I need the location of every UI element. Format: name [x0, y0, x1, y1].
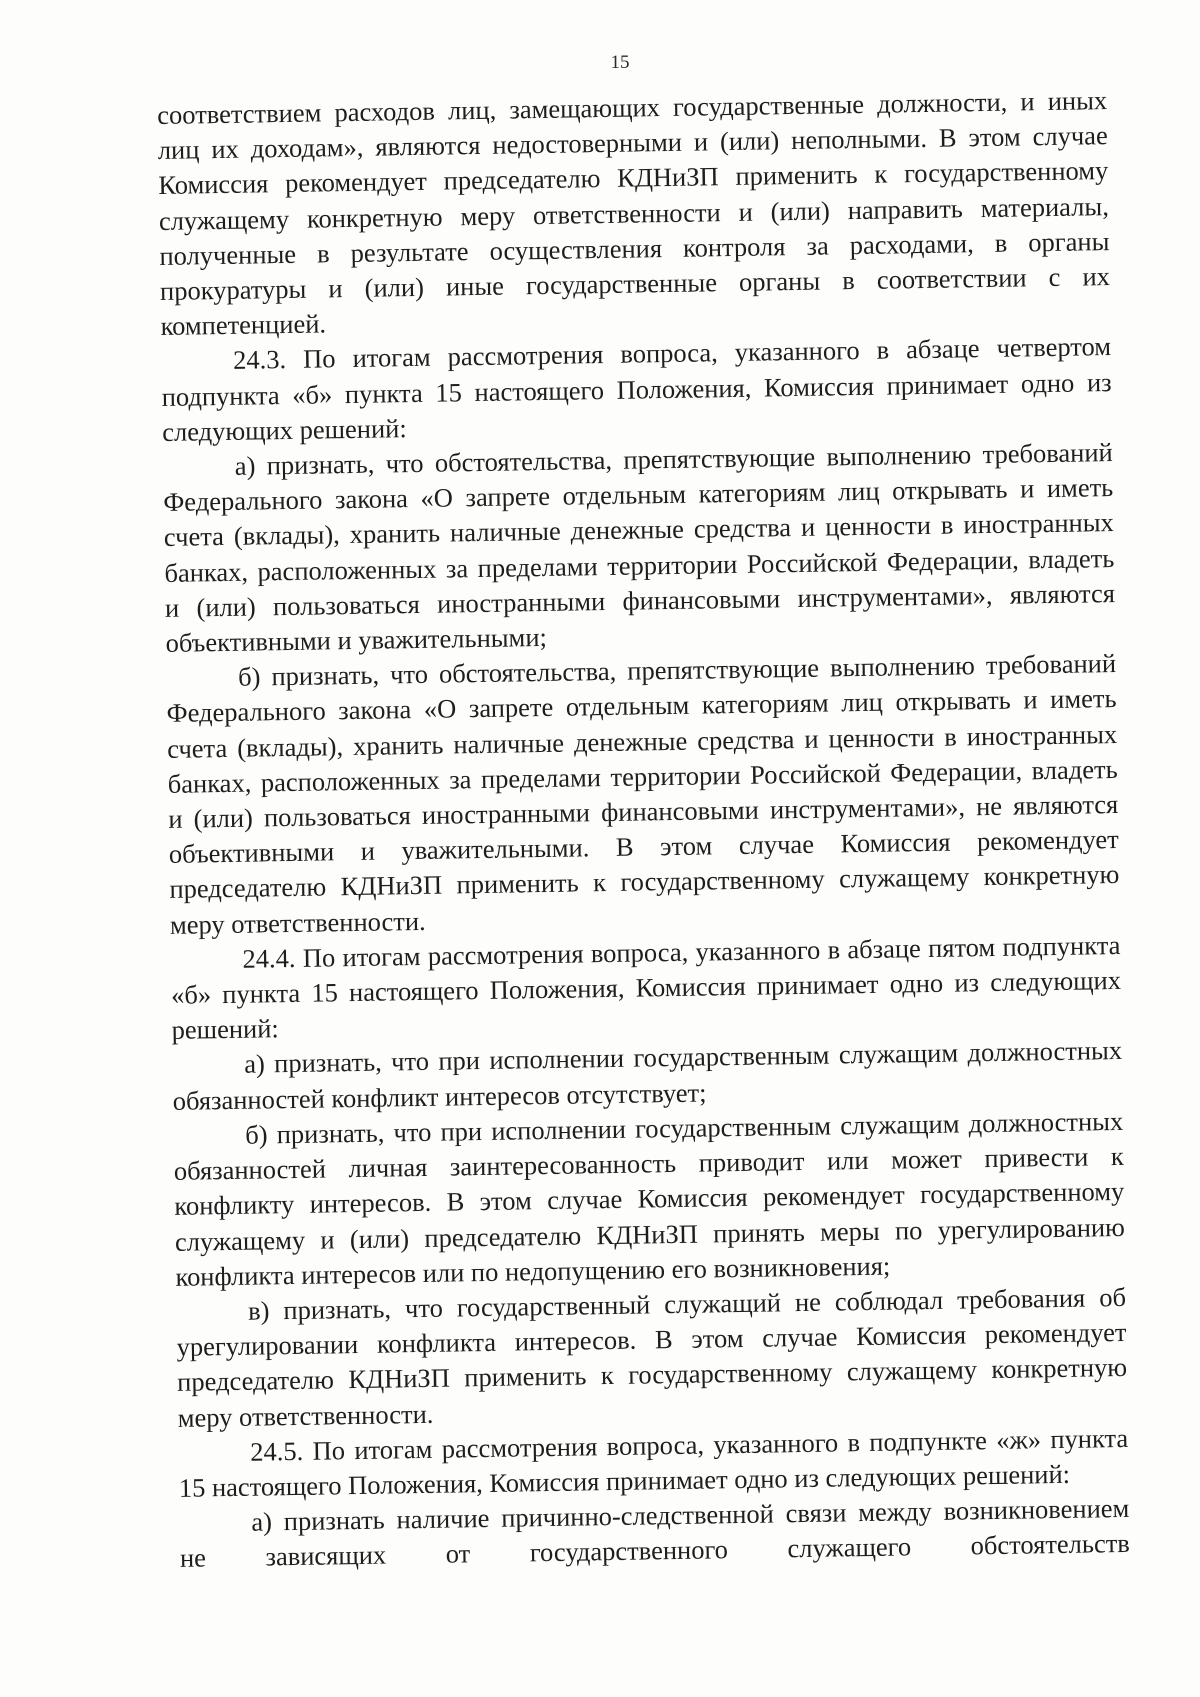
paragraph-24-5: 24.5. По итогам рассмотрения вопроса, указанного в подпункте «ж» пункта 15 настоящего Положения, Комиссия принимает одно из следующих решений:	[178, 1422, 1129, 1503]
paragraph-24-4: 24.4. По итогам рассмотрения вопроса, указанного в абзаце пятом подпункта «б» пункта 15 настоящего Положения, Комиссия принимает одно из следующих решений:	[170, 929, 1122, 1046]
paragraph-24-3: 24.3. По итогам рассмотрения вопроса, указанного в абзаце четвертом подпункта «б» пункта 15 настоящего Положения, Комиссия принимает одно из следующих решений:	[161, 331, 1112, 447]
paragraph-24-3-a: а) признать, что обстоятельства, препятствующие выполнению требований Федерального закона «О запрете отдельным категориям лиц открывать и иметь счета (вклады), хранить наличные денежные средства и ценности в иностранных банках, расположенных за пределами территории Российской Федерации, владеть и (или) пользоваться иностранными финансовыми инструментами», являются объективными и уважительными;	[163, 437, 1116, 658]
paragraph-24-4-b: б) признать, что при исполнении государственным служащим должностных обязанностей личная заинтересованность приводит или может привести к конфликту интересов. В этом случае Комиссия рекомендует государственному служащему и (или) председателю КДНиЗП принять меры по урегулированию конфликта интересов или по недопущению его возникновения;	[173, 1105, 1126, 1292]
paragraph-24-4-a: а) признать, что при исполнении государственным служащим должностных обязанностей конфликт интересов отсутствует;	[172, 1035, 1123, 1116]
paragraph-24-3-b: б) признать, что обстоятельства, препятствующие выполнению требований Федерального закона «О запрете отдельным категориям лиц открывать и иметь счета (вклады), хранить наличные денежные средства и ценности в иностранных банках, расположенных за пределами территории Российской Федерации, владеть и (или) пользоваться иностранными финансовыми инструментами», не являются объективными и уважительными. В этом случае Комиссия рекомендует председателю КДНиЗП применить к государственному служащему конкретную меру ответственности.	[166, 648, 1120, 940]
paragraph-24-5-a: а) признать наличие причинно-следственной связи между возникновением не зависящих от государственного служащего обстоятельств	[179, 1493, 1131, 1574]
page-number: 15	[610, 52, 630, 73]
document-body	[157, 83, 1130, 1576]
paragraph-continuation: соответствием расходов лиц, замещающих государственные должности, и иных лиц их доходам», являются недостоверными и (или) неполными. В этом случае Комиссия рекомендует председателю КДНиЗП применить к государственному служащему конкретную меру ответственности и (или) направить материалы, полученные в результате осуществления контроля за расходами, в органы прокуратуры и (или) иные государственные органы в соответствии с их компетенцией.	[157, 85, 1111, 342]
paragraph-24-4-v: в) признать, что государственный служащий не соблюдал требования об урегулировании конфликта интересов. В этом случае Комиссия рекомендует председателю КДНиЗП применить к государственному служащему конкретную меру ответственности.	[176, 1281, 1128, 1433]
